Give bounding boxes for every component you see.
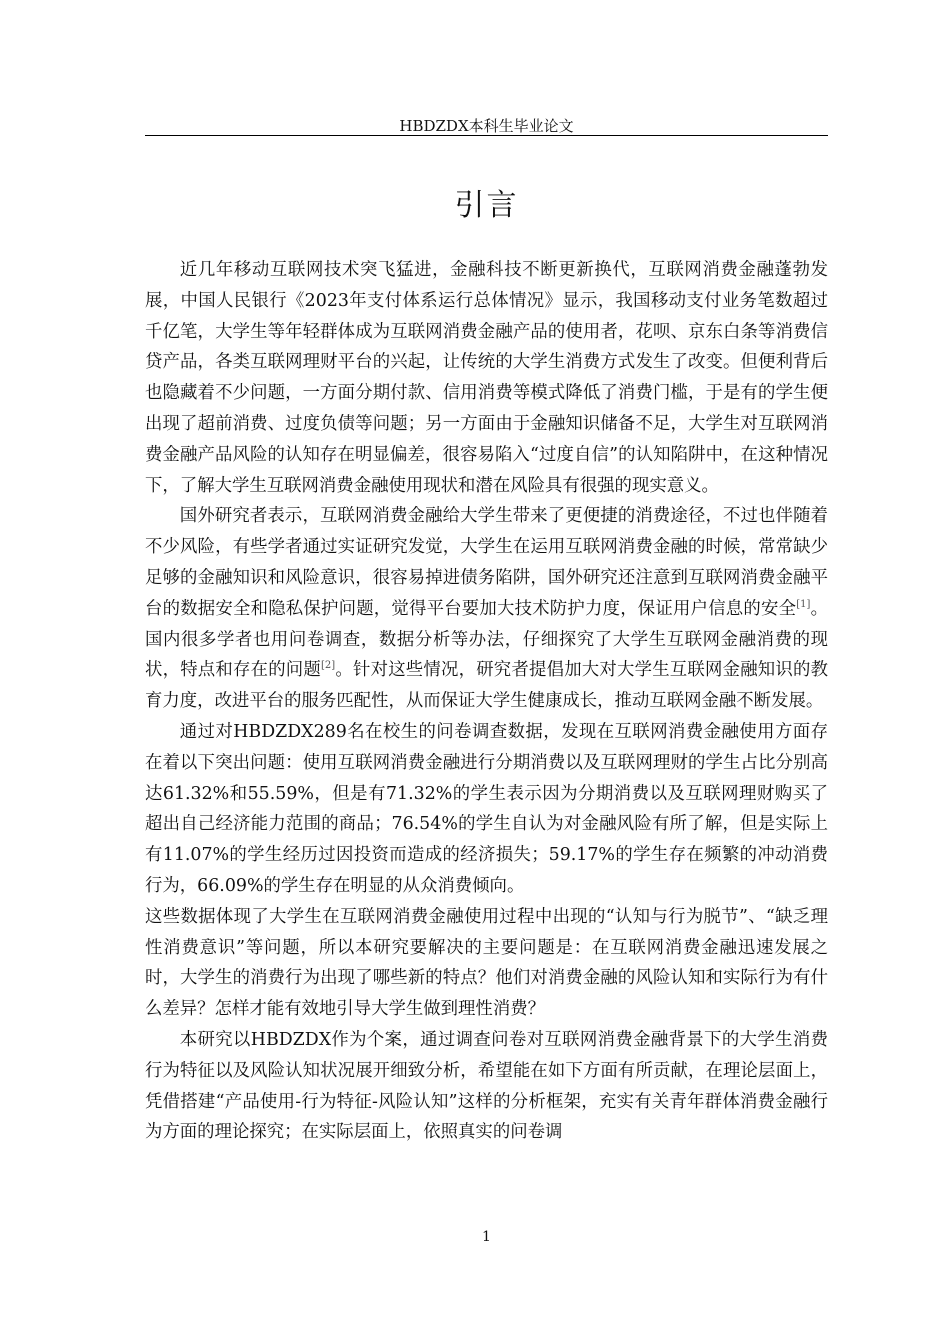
page-number: 1 bbox=[482, 1229, 491, 1245]
paragraph-2-part-c: 。针对这些情况，研究者提倡加大对大学生互联网金融知识的教育力度，改进平台的服务匹配性，从而保证大学生健康成长，推动互联网金融不断发展。 bbox=[145, 660, 828, 712]
citation-1: [1] bbox=[796, 598, 811, 610]
paragraph-3: 通过对HBDZDX289名在校生的问卷调查数据，发现在互联网消费金融使用方面存在着以下突出问题：使用互联网消费金融进行分期消费以及互联网理财的学生占比分别高达61.32%和55.59%，但是有71.32%的学生表示因为分期消费以及互联网理财购买了超出自己经济能力范围的商品；76.54%的学生自认为对金融风险有所了解，但是实际上有11.07%的学生经历过因投资而造成的经济损失；59.17%的学生存在频繁的冲动消费行为，66.09%的学生存在明显的从众消费倾向。 bbox=[145, 721, 828, 896]
paragraph-1: 近几年移动互联网技术突飞猛进，金融科技不断更新换代，互联网消费金融蓬勃发展，中国人民银行《2023年支付体系运行总体情况》显示，我国移动支付业务笔数超过千亿笔，大学生等年轻群体成为互联网消费金融产品的使用者，花呗、京东白条等消费信贷产品，各类互联网理财平台的兴起，让传统的大学生消费方式发生了改变。但便利背后也隐藏着不少问题，一方面分期付款、信用消费等模式降低了消费门槛，于是有的学生便出现了超前消费、过度负债等问题；另一方面由于金融知识储备不足，大学生对互联网消费金融产品风险的认知存在明显偏差，很容易陷入“过度自信”的认知陷阱中，在这种情况下，了解大学生互联网消费金融使用现状和潜在风险具有很强的现实意义。 bbox=[145, 260, 828, 496]
paragraph-2-part-b: 。国内很多学者也用问卷调查，数据分析等办法，仔细探究了大学生互联网金融消费的现状，特点和存在的问题 bbox=[145, 598, 828, 681]
running-header: HBDZDX本科生毕业论文 bbox=[399, 117, 574, 135]
paragraph-4: 这些数据体现了大学生在互联网消费金融使用过程中出现的“认知与行为脱节”、“缺乏理性消费意识”等问题，所以本研究要解决的主要问题是：在互联网消费金融迅速发展之时，大学生的消费行为出现了哪些新的特点？他们对消费金融的风险认知和实际行为有什么差异？怎样才能有效地引导大学生做到理性消费？ bbox=[145, 906, 828, 1020]
body-text bbox=[145, 255, 828, 1148]
section-title: 引言 bbox=[454, 188, 519, 223]
paragraph-2 bbox=[145, 501, 828, 717]
paragraph-2-part-a: 国外研究者表示，互联网消费金融给大学生带来了更便捷的消费途径，不过也伴随着不少风险，有些学者通过实证研究发觉，大学生在运用互联网消费金融的时候，常常缺少足够的金融知识和风险意识，很容易掉进债务陷阱，国外研究还注意到互联网消费金融平台的数据安全和隐私保护问题，觉得平台要加大技术防护力度，保证用户信息的安全 bbox=[145, 506, 828, 619]
header-rule bbox=[145, 135, 828, 136]
citation-2: [2] bbox=[321, 660, 336, 672]
paragraph-5: 本研究以HBDZDX作为个案，通过调查问卷对互联网消费金融背景下的大学生消费行为特征以及风险认知状况展开细致分析，希望能在如下方面有所贡献，在理论层面上，凭借搭建“产品使用-行为特征-风险认知”这样的分析框架，充实有关青年群体消费金融行为方面的理论探究；在实际层面上，依照真实的问卷调 bbox=[145, 1029, 828, 1143]
